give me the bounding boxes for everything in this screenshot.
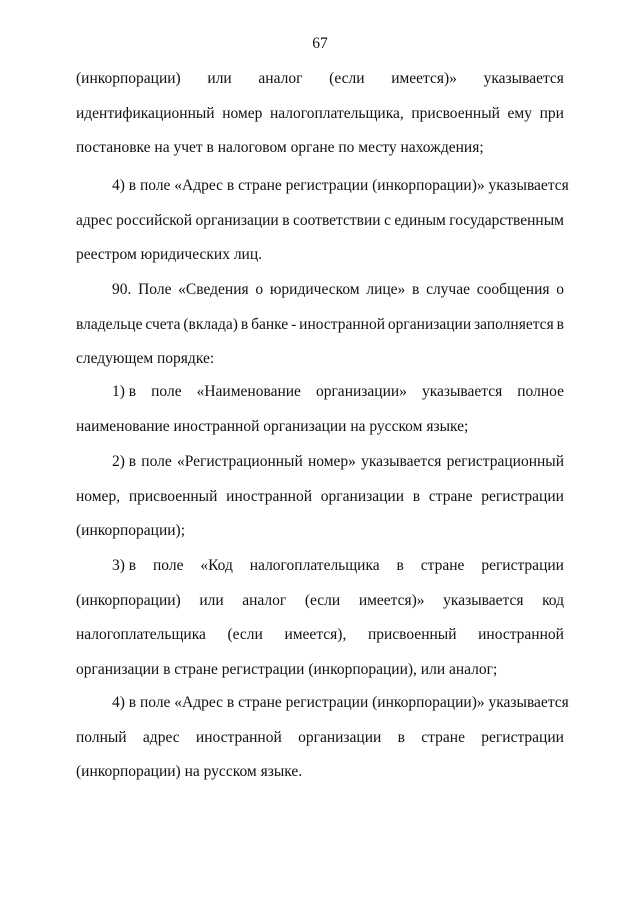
paragraph-7-line-2 xyxy=(76,728,564,748)
word: номер xyxy=(222,104,263,122)
word: полный xyxy=(76,728,127,746)
word: сообщения xyxy=(476,281,550,298)
word: 2) в xyxy=(112,453,137,470)
word: указывается xyxy=(421,383,503,400)
word: 3) в xyxy=(112,557,137,574)
word: юридическом xyxy=(269,281,360,298)
paragraph-5-line-1 xyxy=(112,452,564,472)
paragraph-4-line-1 xyxy=(112,382,564,402)
paragraph-2-line-1: 4) в поле «Адрес в стране регистрации (инкорпорации)» указывается xyxy=(112,177,569,194)
word: в xyxy=(240,315,249,333)
word: присвоенный xyxy=(411,104,500,122)
paragraph-5-line-2 xyxy=(76,487,564,507)
word: «Код xyxy=(200,557,233,574)
word: присвоенный xyxy=(128,487,218,505)
word: - xyxy=(291,315,297,333)
word: иностранной xyxy=(195,728,282,746)
page-number: 67 xyxy=(312,35,328,52)
word: организации» xyxy=(315,383,407,400)
word: имеется)» xyxy=(358,591,425,609)
word: иностранной xyxy=(299,315,386,333)
word: код xyxy=(542,591,564,609)
word: адрес xyxy=(76,211,113,229)
word: (инкорпорации) xyxy=(76,70,181,87)
word: в xyxy=(282,211,290,229)
word: регистрации xyxy=(481,557,564,574)
word: соответствии xyxy=(293,211,381,229)
paragraph-2-line-3: реестром юридических лиц. xyxy=(76,246,263,263)
word: в xyxy=(396,557,404,574)
word: в xyxy=(556,315,564,333)
paragraph-6-line-1 xyxy=(112,556,564,576)
word: «Регистрационный xyxy=(176,453,303,470)
word: указывается xyxy=(361,453,442,470)
word: стране xyxy=(420,557,465,574)
word: (если xyxy=(227,626,263,643)
word: регистрационный xyxy=(446,453,564,470)
word: указывается xyxy=(483,70,564,87)
paragraph-1-line-3: постановке на учет в налоговом органе по месту нахождения; xyxy=(76,139,484,156)
word: идентификационный xyxy=(76,104,215,122)
word: (инкорпорации) xyxy=(76,591,181,609)
paragraph-1-line-1 xyxy=(76,69,564,89)
word: заполняется xyxy=(474,315,554,333)
word: 90. xyxy=(112,281,132,298)
word: с xyxy=(384,211,391,229)
word: иностранной xyxy=(478,626,564,643)
word: налогоплательщика xyxy=(249,557,380,574)
word: 1) в xyxy=(112,383,137,400)
word: российской xyxy=(116,211,193,229)
paragraph-3-line-2 xyxy=(76,315,564,335)
word: владельце xyxy=(76,315,143,333)
word: в xyxy=(397,728,405,746)
word: организации xyxy=(195,211,279,229)
word: номер, xyxy=(76,487,121,505)
word: (вклада) xyxy=(183,315,238,333)
word: организации xyxy=(298,728,382,746)
word: регистрации xyxy=(481,487,564,505)
word: «Наименование xyxy=(196,383,301,400)
word: присвоенный xyxy=(367,626,457,643)
word: поле xyxy=(153,557,184,574)
word: в xyxy=(412,487,421,505)
paragraph-6-line-4: организации в стране регистрации (инкорпорации), или аналог; xyxy=(76,660,498,678)
paragraph-7-line-3: (инкорпорации) на русском языке. xyxy=(76,763,303,780)
word: о xyxy=(255,281,264,298)
paragraph-3-line-1 xyxy=(112,280,564,300)
word: «Сведения xyxy=(178,281,249,298)
word: при xyxy=(539,104,564,122)
word: имеется)» xyxy=(391,70,457,87)
word: регистрации xyxy=(481,728,564,746)
word: стране xyxy=(421,728,465,746)
word: или xyxy=(199,591,224,609)
word: лице» xyxy=(366,281,406,298)
paragraph-6-line-3 xyxy=(76,625,564,645)
word: Поле xyxy=(138,281,172,298)
word: номер» xyxy=(307,453,356,470)
word: организации xyxy=(320,487,404,505)
word: случае xyxy=(426,281,470,298)
word: имеется), xyxy=(284,626,347,643)
word: (если xyxy=(329,70,365,87)
word: указывается xyxy=(443,591,524,609)
word: банке xyxy=(251,315,289,333)
word: или xyxy=(207,70,232,87)
word: полное xyxy=(517,383,564,400)
paragraph-6-line-2 xyxy=(76,591,564,611)
word: аналог xyxy=(258,70,303,87)
word: аналог xyxy=(242,591,287,609)
paragraph-3-line-3: следующем порядке: xyxy=(76,350,215,367)
paragraph-5-line-3: (инкорпорации); xyxy=(76,522,186,539)
word: государственным xyxy=(449,211,564,229)
paragraph-4-line-2: наименование иностранной организации на русском языке; xyxy=(76,417,469,435)
word: налогоплательщика xyxy=(76,626,206,643)
word: в xyxy=(412,281,420,298)
word: единым xyxy=(394,211,446,229)
word: о xyxy=(556,281,564,298)
word: налогоплательщика, xyxy=(270,104,404,122)
paragraph-7-line-1: 4) в поле «Адрес в стране регистрации (инкорпорации)» указывается xyxy=(112,694,569,711)
word: поле xyxy=(151,383,182,400)
word: счета xyxy=(145,315,181,333)
word: ему xyxy=(507,104,532,122)
word: стране xyxy=(428,487,473,505)
paragraph-1-line-2 xyxy=(76,104,564,124)
word: иностранной xyxy=(226,487,313,505)
word: организации xyxy=(387,315,472,333)
paragraph-2-line-2 xyxy=(76,211,564,231)
word: адрес xyxy=(142,728,180,746)
word: поле xyxy=(141,453,172,470)
word: (если xyxy=(304,591,341,609)
